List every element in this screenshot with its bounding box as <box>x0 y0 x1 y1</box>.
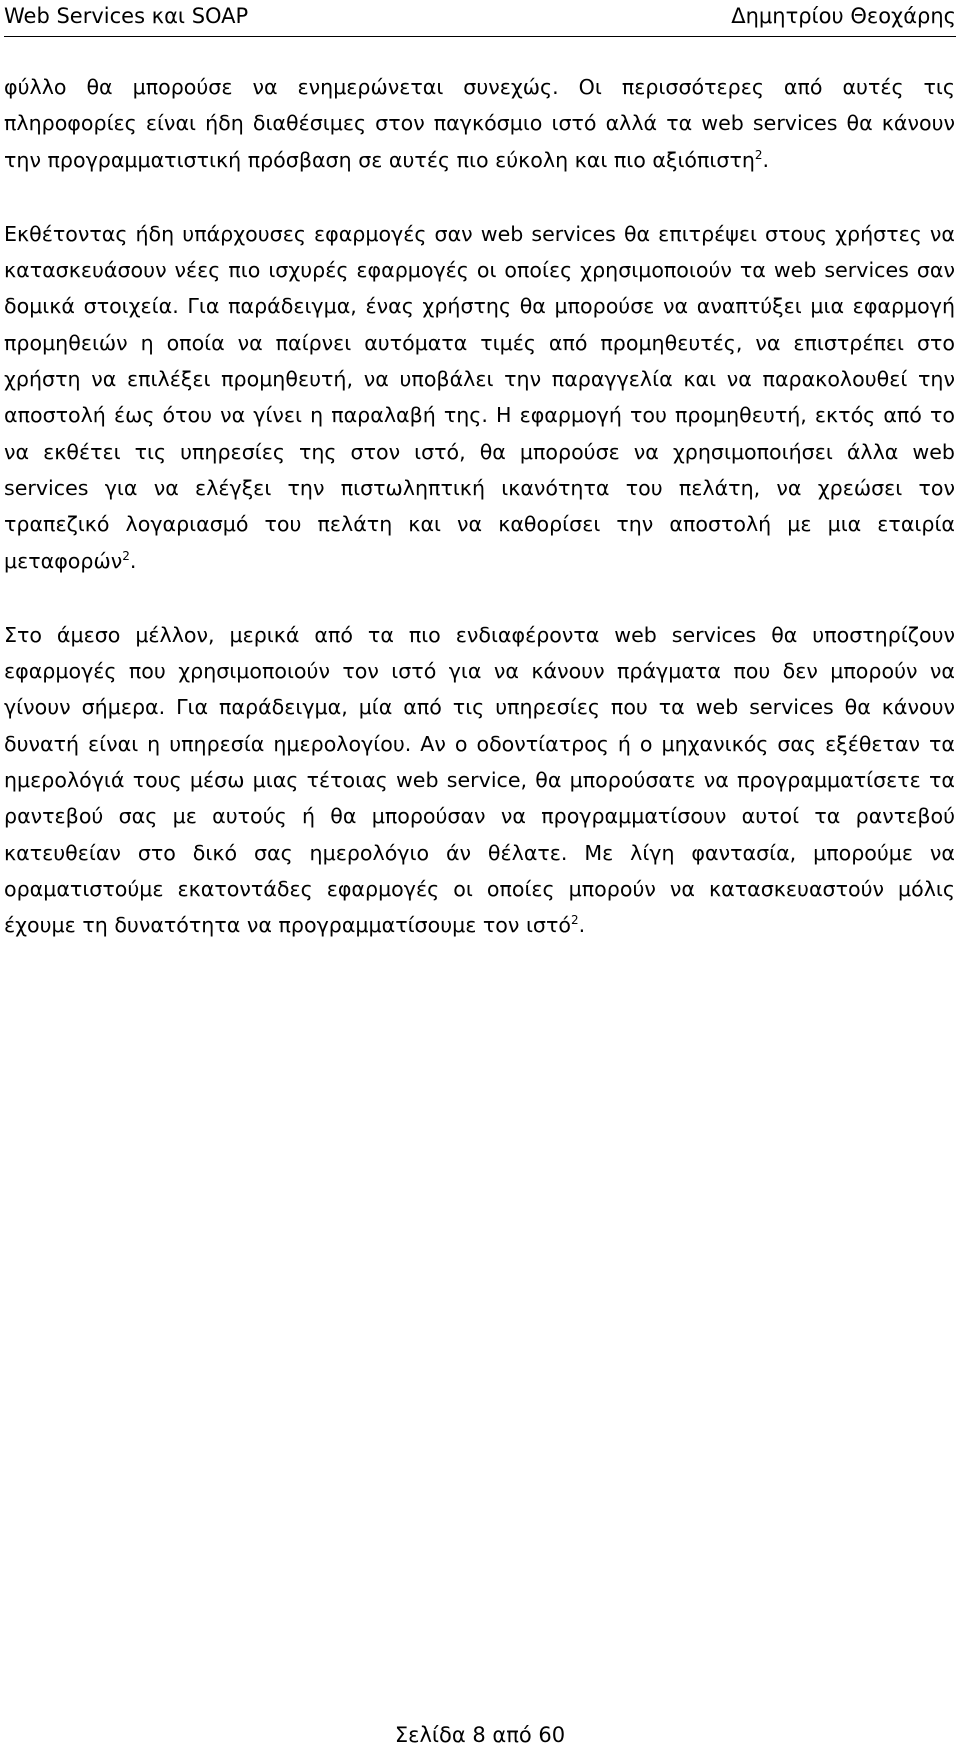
page-number: Σελίδα 8 από 60 <box>394 1723 566 1747</box>
paragraph-text: Εκθέτοντας ήδη υπάρχουσες εφαρμογές σαν web services θα επιτρέψει στους χρήστες να κατασκευάσουν νέες πιο ισχυρές εφαρμογές οι οποίες χρησιμοποιούν τα web services σαν δομικά στοιχεία. Για παράδειγμα, ένας χρήστης θα μπορούσε να αναπτύξει μια εφαρμογή προμηθειών η οποία να παίρνει αυτόματα τιμές από προμηθευτές, να επιστρέπει στο χρήστη να επιλέξει προμηθευτή, να υποβάλει την παραγγελία και να παρακολουθεί την αποστολή έως ότου να γίνει η παραλαβή της. Η εφαρμογή του προμηθευτή, εκτός από το να εκθέτει τις υπηρεσίες της στον ιστό, θα μπορούσε να χρησιμοποιήσει άλλα web services για να ελέγξει την πιστωληπτική ικανότητα του πελάτη, να χρεώσει τον τραπεζικό λογαριασμό του πελάτη και να καθορίσει την αποστολή με μια εταιρία μεταφορών <box>4 221 955 573</box>
paragraph-end: . <box>129 548 137 573</box>
paragraph <box>4 69 955 178</box>
paragraph <box>4 216 955 579</box>
page-footer <box>0 1720 960 1750</box>
header-title: Web Services και SOAP <box>4 4 249 28</box>
footnote-ref: 2 <box>122 548 130 563</box>
paragraph-end: . <box>762 147 770 172</box>
document-body <box>4 69 955 982</box>
paragraph-text: Στο άμεσο μέλλον, μερικά από τα πιο ενδιαφέροντα web services θα υποστηρίζουν εφαρμογές που χρησιμοποιούν τον ιστό για να κάνουν πράγματα που δεν μπορούν να γίνουν σήμερα. Για παράδειγμα, μία από τις υπηρεσίες που τα web services θα κάνουν δυνατή είναι η υπηρεσία ημερολογίου. Αν ο οδοντίατρος ή ο μηχανικός σας εξέθεταν τα ημερολόγιά τους μέσω μιας τέτοιας web service, θα μπορούσατε να προγραμματίσετε τα ραντεβού σας με αυτούς ή θα μπορούσαν να προγραμματίσουν αυτοί τα ραντεβού κατευθείαν στο δικό σας ημερολόγιο άν θέλατε. Με λίγη φαντασία, μπορούμε να οραματιστούμε εκατοντάδες εφαρμογές οι οποίες μπορούν να κατασκευαστούν μόλις έχουμε τη δυνατότητα να προγραμματίσουμε τον ιστό <box>4 622 955 938</box>
footnote-ref: 2 <box>570 913 579 928</box>
page-header <box>4 0 956 37</box>
paragraph <box>4 617 955 944</box>
footnote-ref: 2 <box>754 147 763 162</box>
header-author: Δημητρίου Θεοχάρης <box>731 4 956 28</box>
paragraph-text: φύλλο θα μπορούσε να ενημερώνεται συνεχώς. Οι περισσότερες από αυτές τις πληροφορίες είναι ήδη διαθέσιμες στον παγκόσμιο ιστό αλλά τα web services θα κάνουν την προγραμματιστική πρόσβαση σε αυτές πιο εύκολη και πιο αξιόπιστη <box>4 75 955 172</box>
paragraph-end: . <box>578 913 586 938</box>
